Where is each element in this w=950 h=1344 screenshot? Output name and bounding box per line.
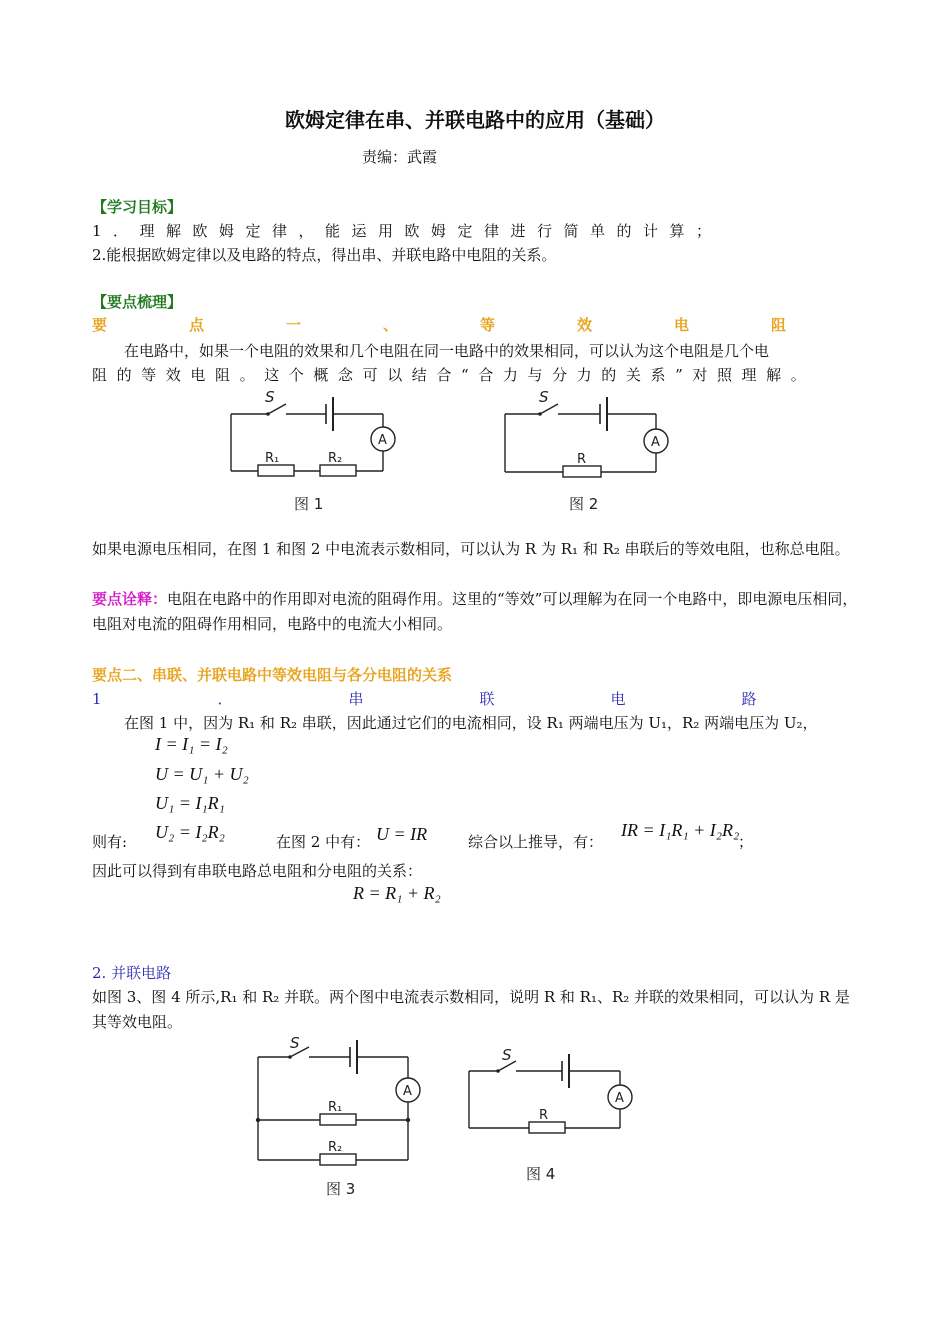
editor-line: 责编：武霞: [362, 148, 438, 166]
fig4-ammeter-label: A: [615, 1091, 624, 1106]
points-heading: 【要点梳理】: [92, 293, 183, 311]
equation-1: I = I₁ = I₂: [155, 734, 228, 754]
point-one-after: 如果电源电压相同，在图 1 和图 2 中电流表示数相同，可以认为 R 为 R₁ 和 R₂ 串联后的等效电阻，也称总电阻。: [92, 540, 850, 558]
fig3-r1-label: R₁: [328, 1100, 343, 1115]
equation-5: U = IR: [376, 824, 428, 844]
figure-1-2: [218, 382, 678, 522]
fig3-r2-label: R₂: [328, 1140, 343, 1155]
fig1-ammeter-label: A: [378, 433, 387, 448]
figure-3-4: [248, 1034, 640, 1204]
fig4-switch-label: S: [502, 1046, 512, 1064]
explain-text: 电阻在电路中的作用即对电流的阻碍作用。这里的“等效”可以理解为在同一个电路中，即电源电压相同，电阻对电流的阻碍作用相同，电路中的电流大小相同。: [92, 590, 858, 633]
fig3-ammeter-label: A: [403, 1084, 412, 1099]
fig4-r-label: R: [539, 1108, 549, 1123]
fig2-caption: 图 2: [569, 495, 599, 513]
goals-heading: 【学习目标】: [92, 198, 183, 216]
series-title: 1．串联电路: [92, 690, 873, 708]
goal-item-2: 2.能根据欧姆定律以及电路的特点，得出串、并联电路中电阻的关系。: [92, 246, 557, 264]
equation-6: IR = I₁R₁ + I₂R₂: [621, 820, 740, 840]
equation-4: U₂ = I₂R₂: [155, 822, 225, 842]
fig3-caption: 图 3: [326, 1180, 356, 1198]
fig2-switch-label: S: [539, 388, 549, 406]
fig1-switch-label: S: [265, 388, 275, 406]
point-one-text-a: 在电路中，如果一个电阻的效果和几个电阻在同一电路中的效果相同，可以认为这个电阻是几个电: [124, 342, 770, 360]
fig4-caption: 图 4: [526, 1165, 556, 1183]
fig1-caption: 图 1: [294, 495, 324, 513]
point-one-text-b: 阻的等效电阻。这个概念可以结合“合力与分力的关系”对照理解。: [92, 366, 816, 384]
fig1-r2-label: R₂: [328, 451, 343, 466]
explain-label: 要点诠释：: [92, 590, 168, 608]
semicolon: ；: [738, 833, 754, 851]
series-text: 在图 1 中，因为 R₁ 和 R₂ 串联，因此通过它们的电流相同，设 R₁ 两端电压为 U₁，R₂ 两端电压为 U₂，: [124, 714, 818, 732]
equation-3: U₁ = I₁R₁: [155, 793, 225, 813]
point-two-title: 要点二、串联、并联电路中等效电阻与各分电阻的关系: [92, 666, 453, 684]
parallel-title: 2. 并联电路: [92, 964, 172, 982]
fig3-switch-label: S: [290, 1034, 300, 1052]
parallel-text: 如图 3、图 4 所示,R₁ 和 R₂ 并联。两个图中电流表示数相同，说明 R 和 R₁、R₂ 并联的效果相同，可以认为 R 是其等效电阻。: [92, 988, 850, 1031]
fig2-label: 在图 2 中有：: [276, 833, 371, 851]
conclusion-text: 因此可以得到有串联电路总电阻和分电阻的关系：: [92, 862, 423, 880]
goal-item-1: 1．理解欧姆定律，能运用欧姆定律进行简单的计算；: [92, 222, 723, 240]
page-title: 欧姆定律在串、并联电路中的应用（基础）: [285, 108, 665, 132]
explain-paragraph: [92, 587, 860, 637]
equation-2: U = U₁ + U₂: [155, 764, 249, 784]
then-label: 则有:: [92, 833, 128, 851]
fig1-r1-label: R₁: [265, 451, 280, 466]
point-one-title: 要点一、等效电阻: [92, 316, 869, 334]
equation-7: R = R₁ + R₂: [353, 883, 441, 903]
combine-label: 综合以上推导，有：: [468, 833, 604, 851]
fig2-r-label: R: [577, 452, 587, 467]
fig2-ammeter-label: A: [651, 435, 660, 450]
